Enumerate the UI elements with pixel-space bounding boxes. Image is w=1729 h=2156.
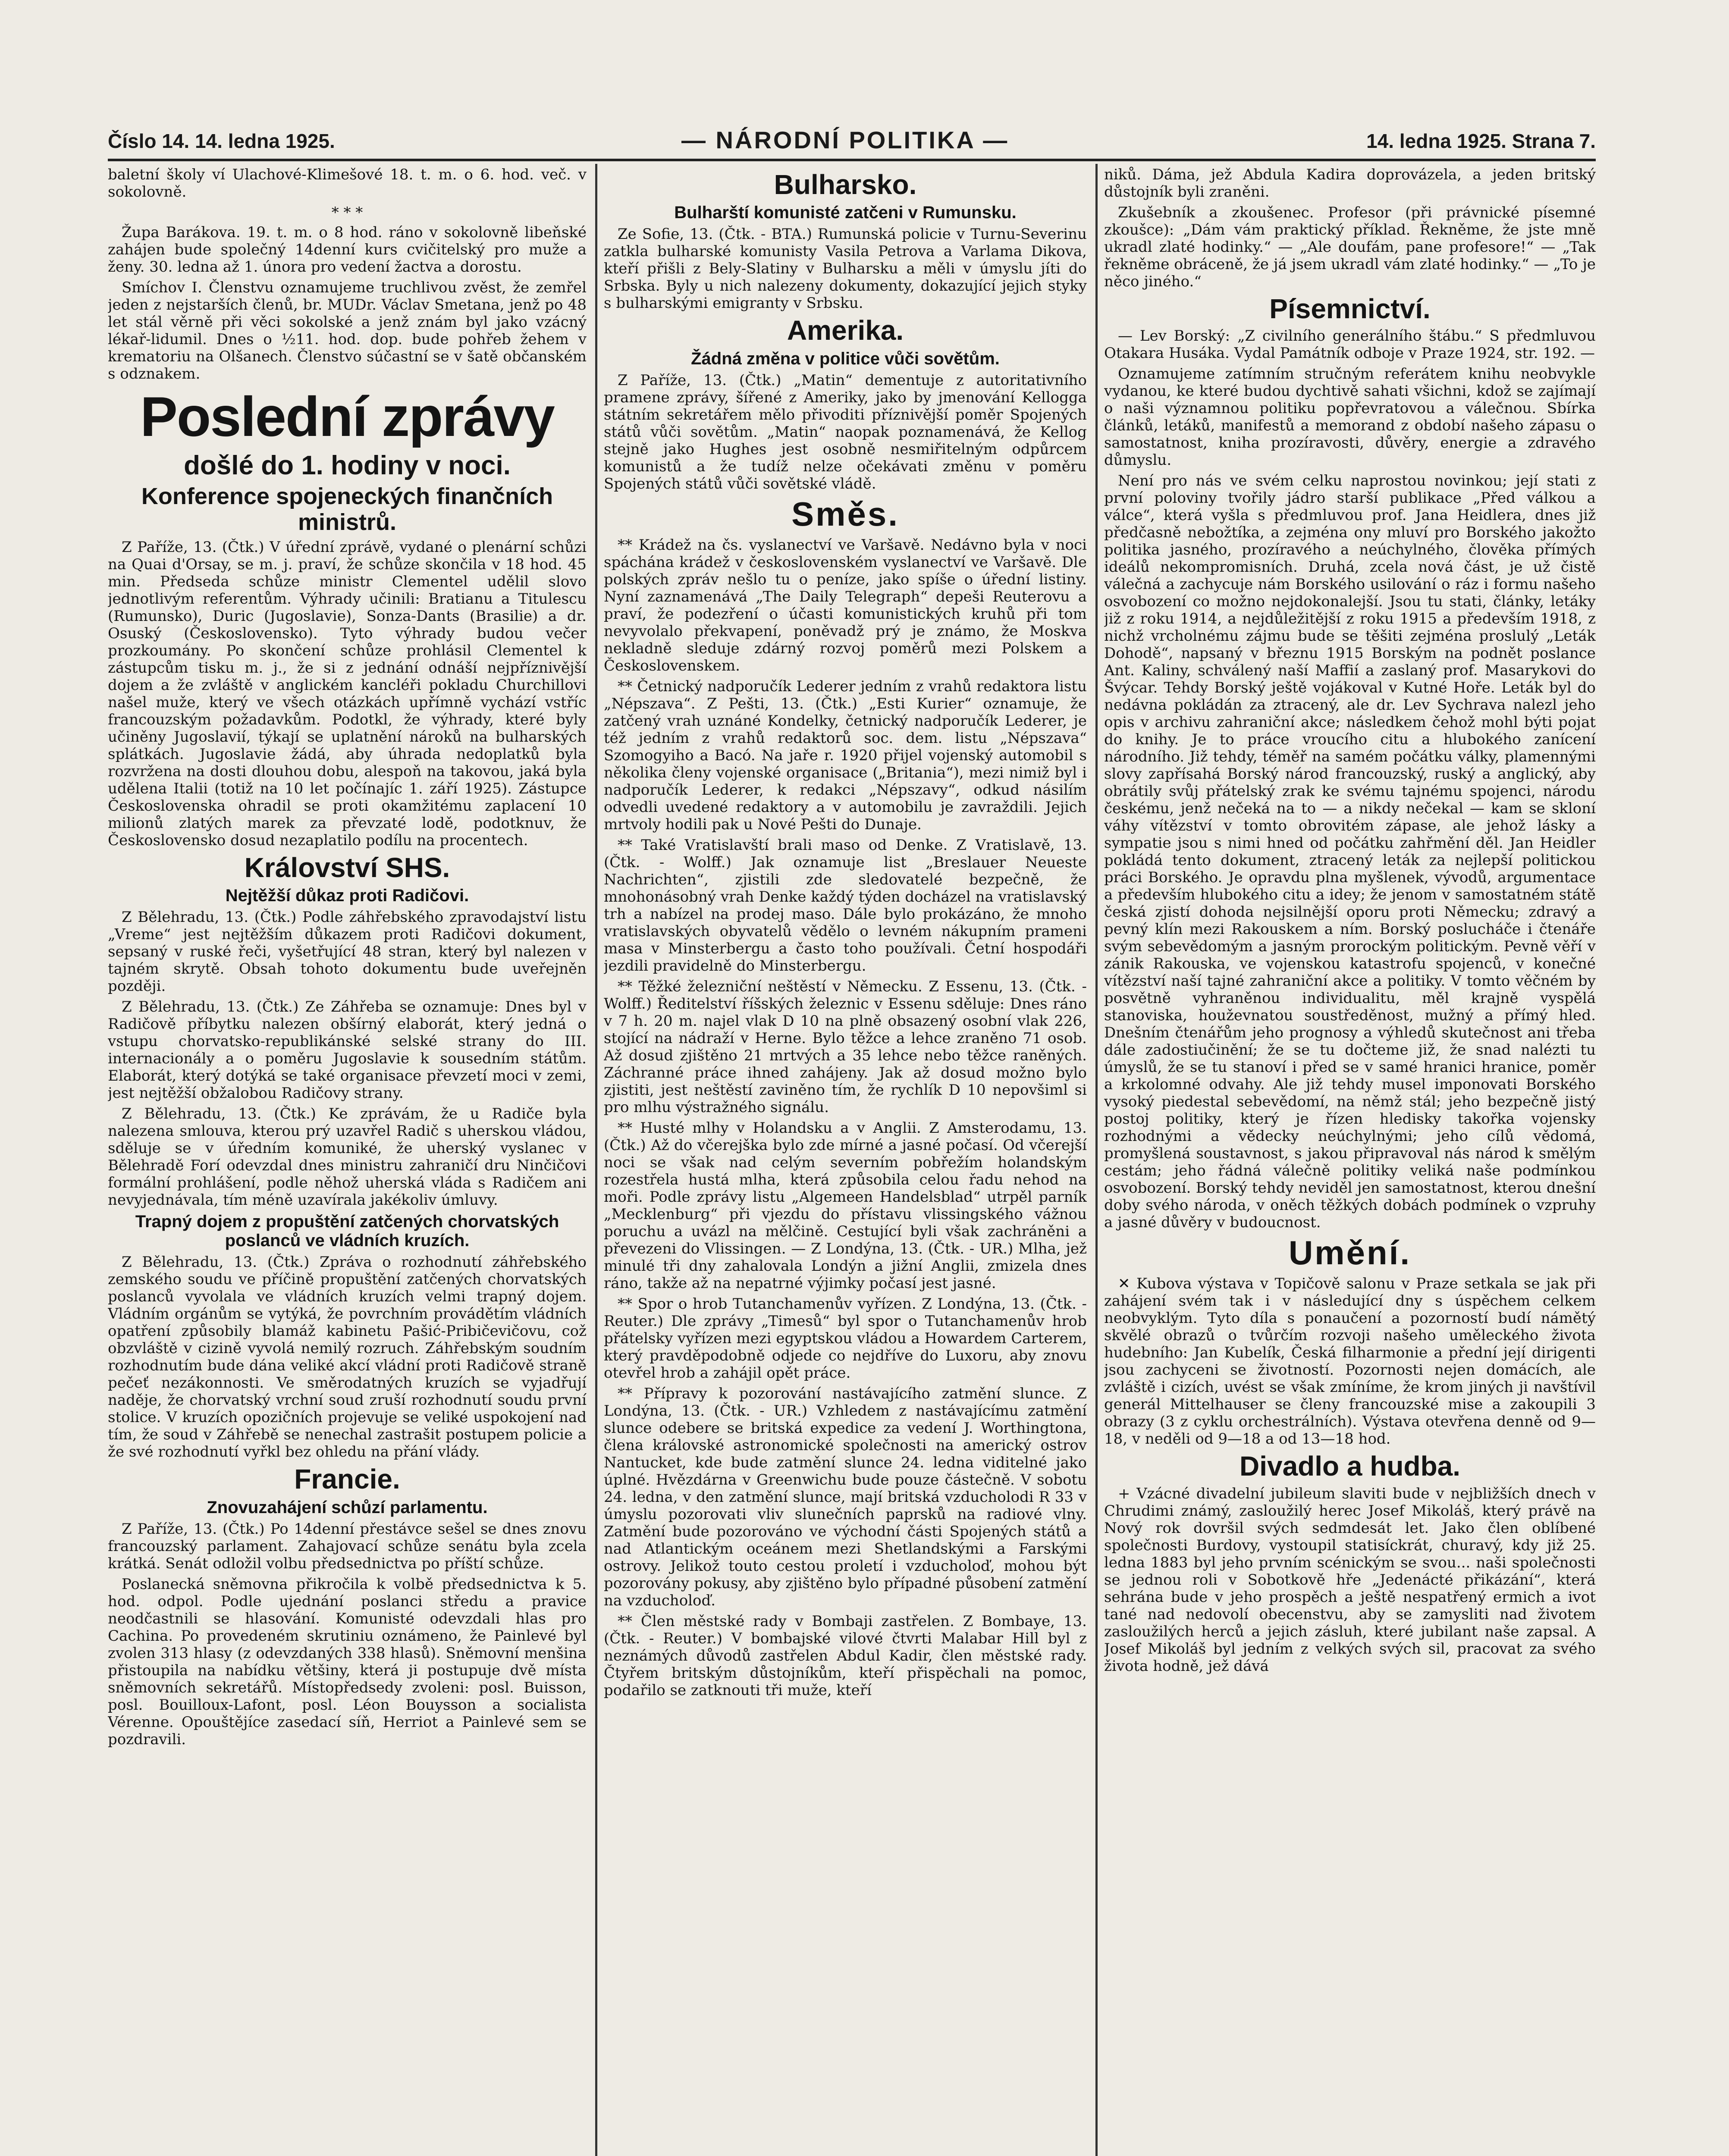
section-heading: Divadlo a hudba. <box>1239 1451 1461 1482</box>
column-3 <box>1104 166 1596 2156</box>
article-text: Poslanecká sněmovna přikročila k volbě předsednictva k 5. hod. odpol. Podle ujednání poslanci středu a pravice neodčastnili se hlasování. Komunisté odevzdali hlas pro Cachina. Po provedeném skrutiniu oznámeno, že Painlevé byl zvolen 313 hlasy (z odevzdaných 338 hlasů). Sněmovní menšina přistoupila na nabídku většiny, která ji postupuje dvě místa sněmovních sekretářů. Místopředsedy zvoleni: posl. Buisson, posl. Bouilloux-Lafont, posl. Léon Bouysson a socialista Vérenne. Opouštějíce zasedací síň, Herriot a Painlevé sem se pozdravili. <box>108 1575 587 1748</box>
article-text: Z Paříže, 13. (Čtk.) Po 14denní přestávce sešel se dnes znovu francouzský parlament. Zahajovací schůze senátu byla zcela krátká. Senát odložil volbu předsednictva po příští schůze. <box>108 1520 587 1572</box>
section-title: Poslední zprávy <box>140 385 554 448</box>
article-heading: Konference spojeneckých finančních ministrů. <box>141 483 553 535</box>
section-heading: Umění. <box>1288 1234 1412 1272</box>
article-subheading: Bulharští komunisté zatčeni v Rumunsku. <box>674 203 1017 222</box>
article-text: Smíchov I. Členstvu oznamujeme truchlivou zvěst, že zemřel jeden z nejstarších členů, br. MUDr. Václav Smetana, jenž po 48 let stál věrně při věci sokolské a jenž znám byl jako vzácný lékař-lidumil. Dnes o ½11. hod. dop. bude pohřeb žehem v krematoriu na Olšanech. Členstvo súčastní se v šatě občanském s odznakem. <box>108 279 587 382</box>
section-heading: Písemnictví. <box>1269 293 1431 324</box>
article-text: ** Přípravy k pozorování nastávajícího zatmění slunce. Z Londýna, 13. (Čtk. - UR.) Vzhledem z nastávajícímu zatmění slunce odebere se britská expedice za vedení J. Worthingtona, člena královské astronomické společnosti na americký ostrov Nantucket, kde bude zatmění slunce 24. ledna viditelné jako úplné. Hvězdárna v Greenwichu bude pouze částečně. V sobotu 24. ledna, v den zatmění slunce, mají britská vzducholodi R 33 v úmyslu pozorovati vliv slunečních paprsků na radiové vlny. Zatmění bude pozorováno ve východní části Spojených států a nad Atlantickým oceánem mezi Shetlandskými a Farskými ostrovy. Jelikož touto cestou proletí i vzducholoď, mohou být pozorovány pokusy, aby zjištěno bylo případné působení zatmění na vzducholoď. <box>604 1385 1087 1609</box>
article-text: Z Bělehradu, 13. (Čtk.) Podle záhřebského zpravodajství listu „Vreme“ jest nejtěžším důkazem proti Radičovi dokument, sepsaný v ruské řeči, vyšetřující 48 stran, který byl nalezen v tajném skrytě. Obsah tohoto dokumentu bude uveřejněn později. <box>108 909 587 995</box>
masthead <box>108 125 1596 160</box>
article-text: Není pro nás ve svém celku naprostou novinkou; její stati z první poloviny tvořily jádro starší publikace „Před válkou a válce“, která vyšla s předmluvou prof. Jana Heidlera, dnes již předčasně nebožtíka, a zejména ony mluví pro Borského jakožto politika jasného, prozíravého a neúchylného, člověka přímých ideálů nekompromisních. Druhá, zcela nová část, je už čistě válečná a zachycuje nám Borského usilování o ráz i formu našeho osvobození co možno nejdokonalejší. Jsou tu stati, články, letáky již z roku 1914, a nejdůležitější z roku 1915 a především 1918, z nichž vrcholnému zájmu bude se těšiti zejména proslulý „Leták Dohodě“, napsaný v březnu 1915 Borským na podnět poslance Ant. Kaliny, schválený naší Maffií a zaslaný prof. Masarykovi do Švýcar. Tehdy Borský ještě vojákoval v Kutné Hoře. Leták byl do nedávna pokládán za ztracený, ale dr. Lev Sychrava nalezl jeho opis v archivu zahraniční akce; následkem čehož mohl býti pojat do knihy. Je to práce vroucího citu a hlubokého zanícení národního. Již tehdy, téměř na samém počátku války, plamennými slovy zapřísahá Borský národ francouzský, ruský a anglický, aby obrátily svůj přátelský zrak ke svému tajnému spojenci, národu českému, jenž nečeká na to — a nikdy nečekal — kam se skloní váhy vítězství v tomto obrovitém zápase, ale jehož lásky a sympatie jsou s nimi hned od počátku zahřmění děl. Jan Heidler pokládá tento dokument, ztracený leták za nejlepší politickou práci Borského. Je opravdu plna myšlenek, vývodů, argumentace a především hlubokého citu a idey; že jenom v samostatném státě česká zjistí dohoda nejsilnější oporu proti Německu; zdravý a pevný klín mezi Rakouskem a ním. Borský poslucháče i čtenáře svým sebevědomým a jasným prorockým politickým. Pevně věří v zánik Rakouska, ve vojenskou katastrofu spojenců, v konečné vítězství naší tajné zahraniční akce a politiky. V tomto věčném by posvětně vyhraněnou individualitu, měl krajně vyspělá stanoviska, houževnatou soustředěnost, mužný a přímý hled. Dnešním čtenářům jeho prognosy a výhledů skutečnost ani třeba dále zadostiučinění; že se tu dočteme již, že snad nalézti tu úmyslů, že se tu stanoví i před se v samé hranici hranice, poměr a krkolomné odvahy. Ale již tehdy musel imponovati Borského vysoký piedestal sebevědomí, na němž stál; jeho bezpečně jistý postoj politiky, který je řízen hledisky takořka vojensky rozhodnými a vědecky neúchylnými; jeho cílů vědomá, promyšlená soustavnost, s jakou připravoval nás národ k smělým cestám; jeho řádná válečně politiky veliká naše podmínkou osvobození. Borský tehdy neviděl jen samostatnost, kterou dnešní doby svého národa, v oněch těžkých dobách podmínek o vzpruhy a jasné důvěry v budoucnost. <box>1104 472 1596 1232</box>
column-divider <box>595 164 597 2156</box>
article-text: Ze Sofie, 13. (Čtk. - BTA.) Rumunská policie v Turnu-Severinu zatkla bulharské komunisty Vasila Petrova a Varlama Dikova, kteří přišli z Bely-Slatiny v Bulharsku a měli v úmyslu jíti do Srbska. Byly u nich nalezeny dokumenty, dokazující jejich styky s bulharskými emigranty v Srbsku. <box>604 226 1087 312</box>
article-text: Z Paříže, 13. (Čtk.) „Matin“ dementuje z autoritativního pramene zprávy, šířené z Ameriky, jako by jmenování Kellogga státním sekretářem mělo přivoditi příznivější poměr Spojených států vůči sovětům. „Matin“ naopak poznamenává, že Kellog stejně jako Hughes jest osobně nesmiřitelným odpůrcem komunistů a že tudíž nelze očekávati změnu v poměru Spojených států vůči sovětské vládě. <box>604 371 1087 492</box>
section-subtitle: došlé do 1. hodiny v noci. <box>184 451 511 480</box>
article-text: ** Husté mlhy v Holandsku a v Anglii. Z Amsterodamu, 13. (Čtk.) Až do včerejška bylo zde mírné a jasné počasí. Od včerejší noci se však nad celým severním pobřežím holandským rozestřela hustá mlha, která způsobila celou řadu nehod na moři. Podle zprávy listu „Algemeen Handelsblad“ utrpěl parník „Mecklenburg“ při vjezdu do přístavu vlissingského vážnou poruchu a uvázl na mělčině. Cestující byli však zachráněni a převezeni do Vlissingen. — Z Londýna, 13. (Čtk. - UR.) Mlha, jež minulé tři dny zahalovala Londýn a jižní Anglii, zmizela dnes ráno, takže až na nepatrné výjimky počasí jest jasné. <box>604 1119 1087 1292</box>
issue-number-date: Číslo 14. 14. ledna 1925. <box>108 130 335 152</box>
article-text: baletní školy ví Ulachové-Klimešové 18. t. m. o 6. hod. več. v sokolovně. <box>108 166 587 201</box>
article-heading: Francie. <box>294 1463 400 1495</box>
article-subheading: Nejtěžší důkaz proti Radičovi. <box>225 886 469 906</box>
article-text: ** Krádež na čs. vyslanectví ve Varšavě. Nedávno byla v noci spáchána krádež v československém vyslanectví ve Varšavě. Dle polských zpráv nešlo tu o peníze, jako spíše o úřední listiny. Nyní zaznamenává „The Daily Telegraph“ depeši Reuterovu a praví, že podezření o účasti komunistických kruhů při tom nevyvolalo překvapení, poněvadž prý je známo, že Moskva nekladně sleduje zdárný rozvoj poměrů mezi Polskem a Československem. <box>604 536 1087 674</box>
article-text: Oznamujeme zatímním stručným referátem knihu neobvykle vydanou, ke které budou dychtivě sahati všichni, kdož se zajímají o naši významnou politiku popřevratovou a válečnou. Sbírka článků, letáků, manifestů a memorand z období našeho zápasu o samostatnost, kniha prozíravosti, důvěry, energie a zdravého důmyslu. <box>1104 365 1596 469</box>
article-text: ✕ Kubova výstava v Topičově salonu v Praze setkala se jak při zahájení svém tak i v následující dny s úspěchem celkem neobvyklým. Tyto díla s ponaučení a pozorností budí námětý skvělé obrazů o tvůrčím rozvoji našeho uměleckého života hudebního: Jan Kubelík, Česká filharmonie a přední její dirigenti jsou zachyceni se životností. Pozornosti nejen domácích, ale zvláště i cizích, uvést se však zmíníme, že krom jiných ji navštívil generál Mittelhauser se členy francouzské mise a zakoupili 3 obrazy (3 z cyklu orchestrálních). Výstava otevřena denně od 9—18, v neděli od 9—18 a od 13—18 hod. <box>1104 1275 1596 1448</box>
article-text: ** Také Vratislavští brali maso od Denke. Z Vratislavě, 13. (Čtk. - Wolff.) Jak oznamuje list „Breslauer Neueste Nachrichten“, zjistili zde sledovatelé bezpečně, že mnohonásobný vrah Denke každý týden docházel na vratislavský trh a nabízel na prodej maso. Dále bylo prokázáno, že mnoho vratislavských obyvatelů vědělo o levném nákupním prameni masa v Minsterbergu a často toho používali. Četní hospodáři jezdili pravidelně do Minsterbergu. <box>604 836 1087 975</box>
article-heading: Amerika. <box>787 315 904 346</box>
header-rule <box>108 159 1596 161</box>
newspaper-title: — NÁRODNÍ POLITIKA — <box>681 126 1009 154</box>
column-2 <box>604 166 1087 2156</box>
article-text: — Lev Borský: „Z civilního generálního štábu.“ S předmluvou Otakara Husáka. Vydal Památník odboje v Praze 1924, str. 192. — <box>1104 327 1596 362</box>
article-text: Župa Barákova. 19. t. m. o 8 hod. ráno v sokolovně libeňské zahájen bude společný 14denní kurs cvičitelský pro muže a ženy. 30. ledna až 1. února pro vedení žactva a dorostu. <box>108 224 587 276</box>
column-divider <box>1095 164 1098 2156</box>
article-text: ** Četnický nadporučík Lederer jedním z vrahů redaktora listu „Népszava“. Z Pešti, 13. (Čtk.) „Esti Kurier“ oznamuje, že zatčený vrah uznáné Kondelky, četnický nadporučík Lederer, je též jedním z vrahů redaktorů soc. dem. listu „Népszava“ Szomogyiho a Bacó. Na jaře r. 1920 přijel vojenský automobil s několika členy vojenské organisace („Britania“), mezi nimiž byl i nadporučík Lederer, k redakci „Népszavy“, odkud násilím odvedli uvedené redaktory a v automobilu je zavraždili. Jejich mrtvoly hodili pak u Nové Pešti do Dunaje. <box>604 677 1087 833</box>
article-heading: Království SHS. <box>244 852 450 883</box>
column-1 <box>108 166 587 2156</box>
article-text: Z Bělehradu, 13. (Čtk.) Ze Záhřeba se oznamuje: Dnes byl v Radičově příbytku nalezen obšírný elaborát, který jedná o vstupu chorvatsko-republikánské selské strany do III. internacionály a o poměru Jugoslavie k sousedním státům. Elaborát, který dotýká se také organisace převzetí moci v zemi, jest nejtěžší obžalobou Radičovy strany. <box>108 998 587 1102</box>
article-text: ** Těžké železniční neštěstí v Německu. Z Essenu, 13. (Čtk. - Wolff.) Ředitelství říšských železnic v Essenu sděluje: Dnes ráno v 7 h. 20 m. najel vlak D 10 na plně obsazený osobní vlak 226, stojící na nádraží v Herne. Bylo těžce a lehce zraněno 71 osob. Až dosud zjištěno 21 mrtvých a 35 lehce nebo těžce raněných. Záchranné práce ihned zahájeny. Jak až dosud možno bylo zjistiti, jest neštěstí zaviněno tím, že rychlík D 10 nepovšiml si pro mlhu výstražného signálu. <box>604 978 1087 1116</box>
article-subheading: Znovuzahájení schůzí parlamentu. <box>207 1498 488 1517</box>
article-text: Z Bělehradu, 13. (Čtk.) Ke zprávám, že u Radiče byla nalezena smlouva, kterou prý uzavřel Radič s uherskou vládou, sděluje se v úředním komuniké, že uherský vyslanec v Bělehradě Forí odevzdal dnes ministru zahraničí dru Ninčičovi formální prohlášení, podle něhož uherská vláda s Radičem ani nevyjednávala, tím méně uzavírala jakékoliv úmluvy. <box>108 1105 587 1209</box>
article-text: Zkušebník a zkoušenec. Profesor (při právnické písemné zkoušce): „Dám vám praktický příklad. Řekněme, že jste mně ukradl zlaté hodinky.“ — „Ale doufám, pane profesore!“ — „Tak řekněme obráceně, že já jsem ukradl vám zlaté hodinky.“ — „To je něco jiného.“ <box>1104 204 1596 290</box>
article-heading: Bulharsko. <box>774 169 917 200</box>
article-text: ** Člen městské rady v Bombaji zastřelen. Z Bombaye, 13. (Čtk. - Reuter.) V bombajské vilové čtvrti Malabar Hill byl z neznámých důvodů zastřelen Abdul Kadir, člen městské rady. Čtyřem britským důstojníkům, kteří přispěchali na pomoc, podařilo se zatknouti tři muže, kteří <box>604 1612 1087 1699</box>
article-heading: Trapný dojem z propuštění zatčených chorvatských poslanců ve vládních kruzích. <box>135 1212 559 1250</box>
article-text: Z Paříže, 13. (Čtk.) V úřední zprávě, vydané o plenární schůzi na Quai d'Orsay, se m. j. praví, že schůze skončila v 18 hod. 45 min. Předseda schůze ministr Clementel udělil slovo jednotlivým referentům. Výhrady učinili: Bratianu a Titulescu (Rumunsko), Duric (Jugoslavie), Sonza-Dants (Brasilie) a dr. Osuský (Československo). Tyto výhrady budou večer prozkoumány. Po skončení schůze prohlásil Clementel k zástupcům tisku m. j., že si z jednání odnáší nejpříznivější dojem a že zvláště v anglickém kancléři pokladu Churchillovi našel muže, který ve všech otázkách upřímně vychází vstříc francouzským požadavkům. Podotkl, že výhrady, které byly učiněny Jugoslavií, týkají se uplatnění nároků na bulharských splátkách. Jugoslavie žádá, aby úhrada nedoplatků byla rozvržena na dosti dlouhou dobu, alespoň na takovou, jaká byla udělena Italii (totiž na 10 let počínajíc 1. září 1925). Zástupce Československa ohradil se proti okamžitému zaplacení 10 milionů zlatých marek za převzaté lodě, podotknuv, že Československo dosud nezaplatilo podílu na procentech. <box>108 538 587 849</box>
article-subheading: Žádná změna v politice vůči sovětům. <box>691 349 1000 368</box>
article-text: Z Bělehradu, 13. (Čtk.) Zpráva o rozhodnutí záhřebského zemského soudu ve příčině propuštění zatčených chorvatských poslanců vyvolala ve vládních kruzích velmi trapný dojem. Vládním orgánům se vytýká, že povrchním provádětím vládních opatření způsobily blamáž kabinetu Pašić-Pribičevičovu, což obzvláště v cizině vyvolá nemilý rozruch. Záhřebským soudním rozhodnutím bude dána veliké akcí vládní proti Radičově straně pečeť nezákonnosti. Ve směrodatných kruzích se vyjadřují naděje, že chorvatský vrchní soud zruší rozhodnutí soudu první stolice. V kruzích opozičních projevuje se veliké uspokojení nad tím, že soud v Záhřebě se nenechal zastrašit postupem policie a že své rozhodnutí vyřkl bez ohledu na přání vlády. <box>108 1253 587 1461</box>
section-heading: Směs. <box>791 495 899 533</box>
article-text: ** Spor o hrob Tutanchamenův vyřízen. Z Londýna, 13. (Čtk. - Reuter.) Dle zprávy „Timesů“ byl spor o Tutanchamenův hrob přátelsky vyřízen mezi egyptskou vládou a Howardem Carterem, který pravděpodobně odjede co nejdříve do Luxoru, aby znovu otevřel hrob a zahájil opět práce. <box>604 1295 1087 1382</box>
article-text: + Vzácné divadelní jubileum slaviti bude v nejbližších dnech v Chrudimi známý, zasloužilý herec Josef Mikoláš, který právě na Nový rok dovršil svých sedmdesát let. Jako člen oblíbené společnosti Burdovy, vystoupil statisíckrát, churavý, kdy již 25. ledna 1883 byl jeho prvním scénickým se svou... naši společnosti se jednou roli v Sobotkově hře „Jedenácté přikázání“, která sehrána bude v jeho prospěch a ještě nespatřený ermich a ivot tané nad nedovolí obecenstvu, aby se zamysliti nad životem zasloužilých herců a jejich zásluh, které jubilant naše zapsal. A Josef Mikoláš byl jedním z velkých svých sil, pracovat za svého života hodně, jež dává <box>1104 1485 1596 1675</box>
article-text: niků. Dáma, jež Abdula Kadira doprovázela, a jeden britský důstojník byli zraněni. <box>1104 166 1596 201</box>
date-page-number: 14. ledna 1925. Strana 7. <box>1366 130 1596 152</box>
separator: * * * <box>331 204 363 221</box>
